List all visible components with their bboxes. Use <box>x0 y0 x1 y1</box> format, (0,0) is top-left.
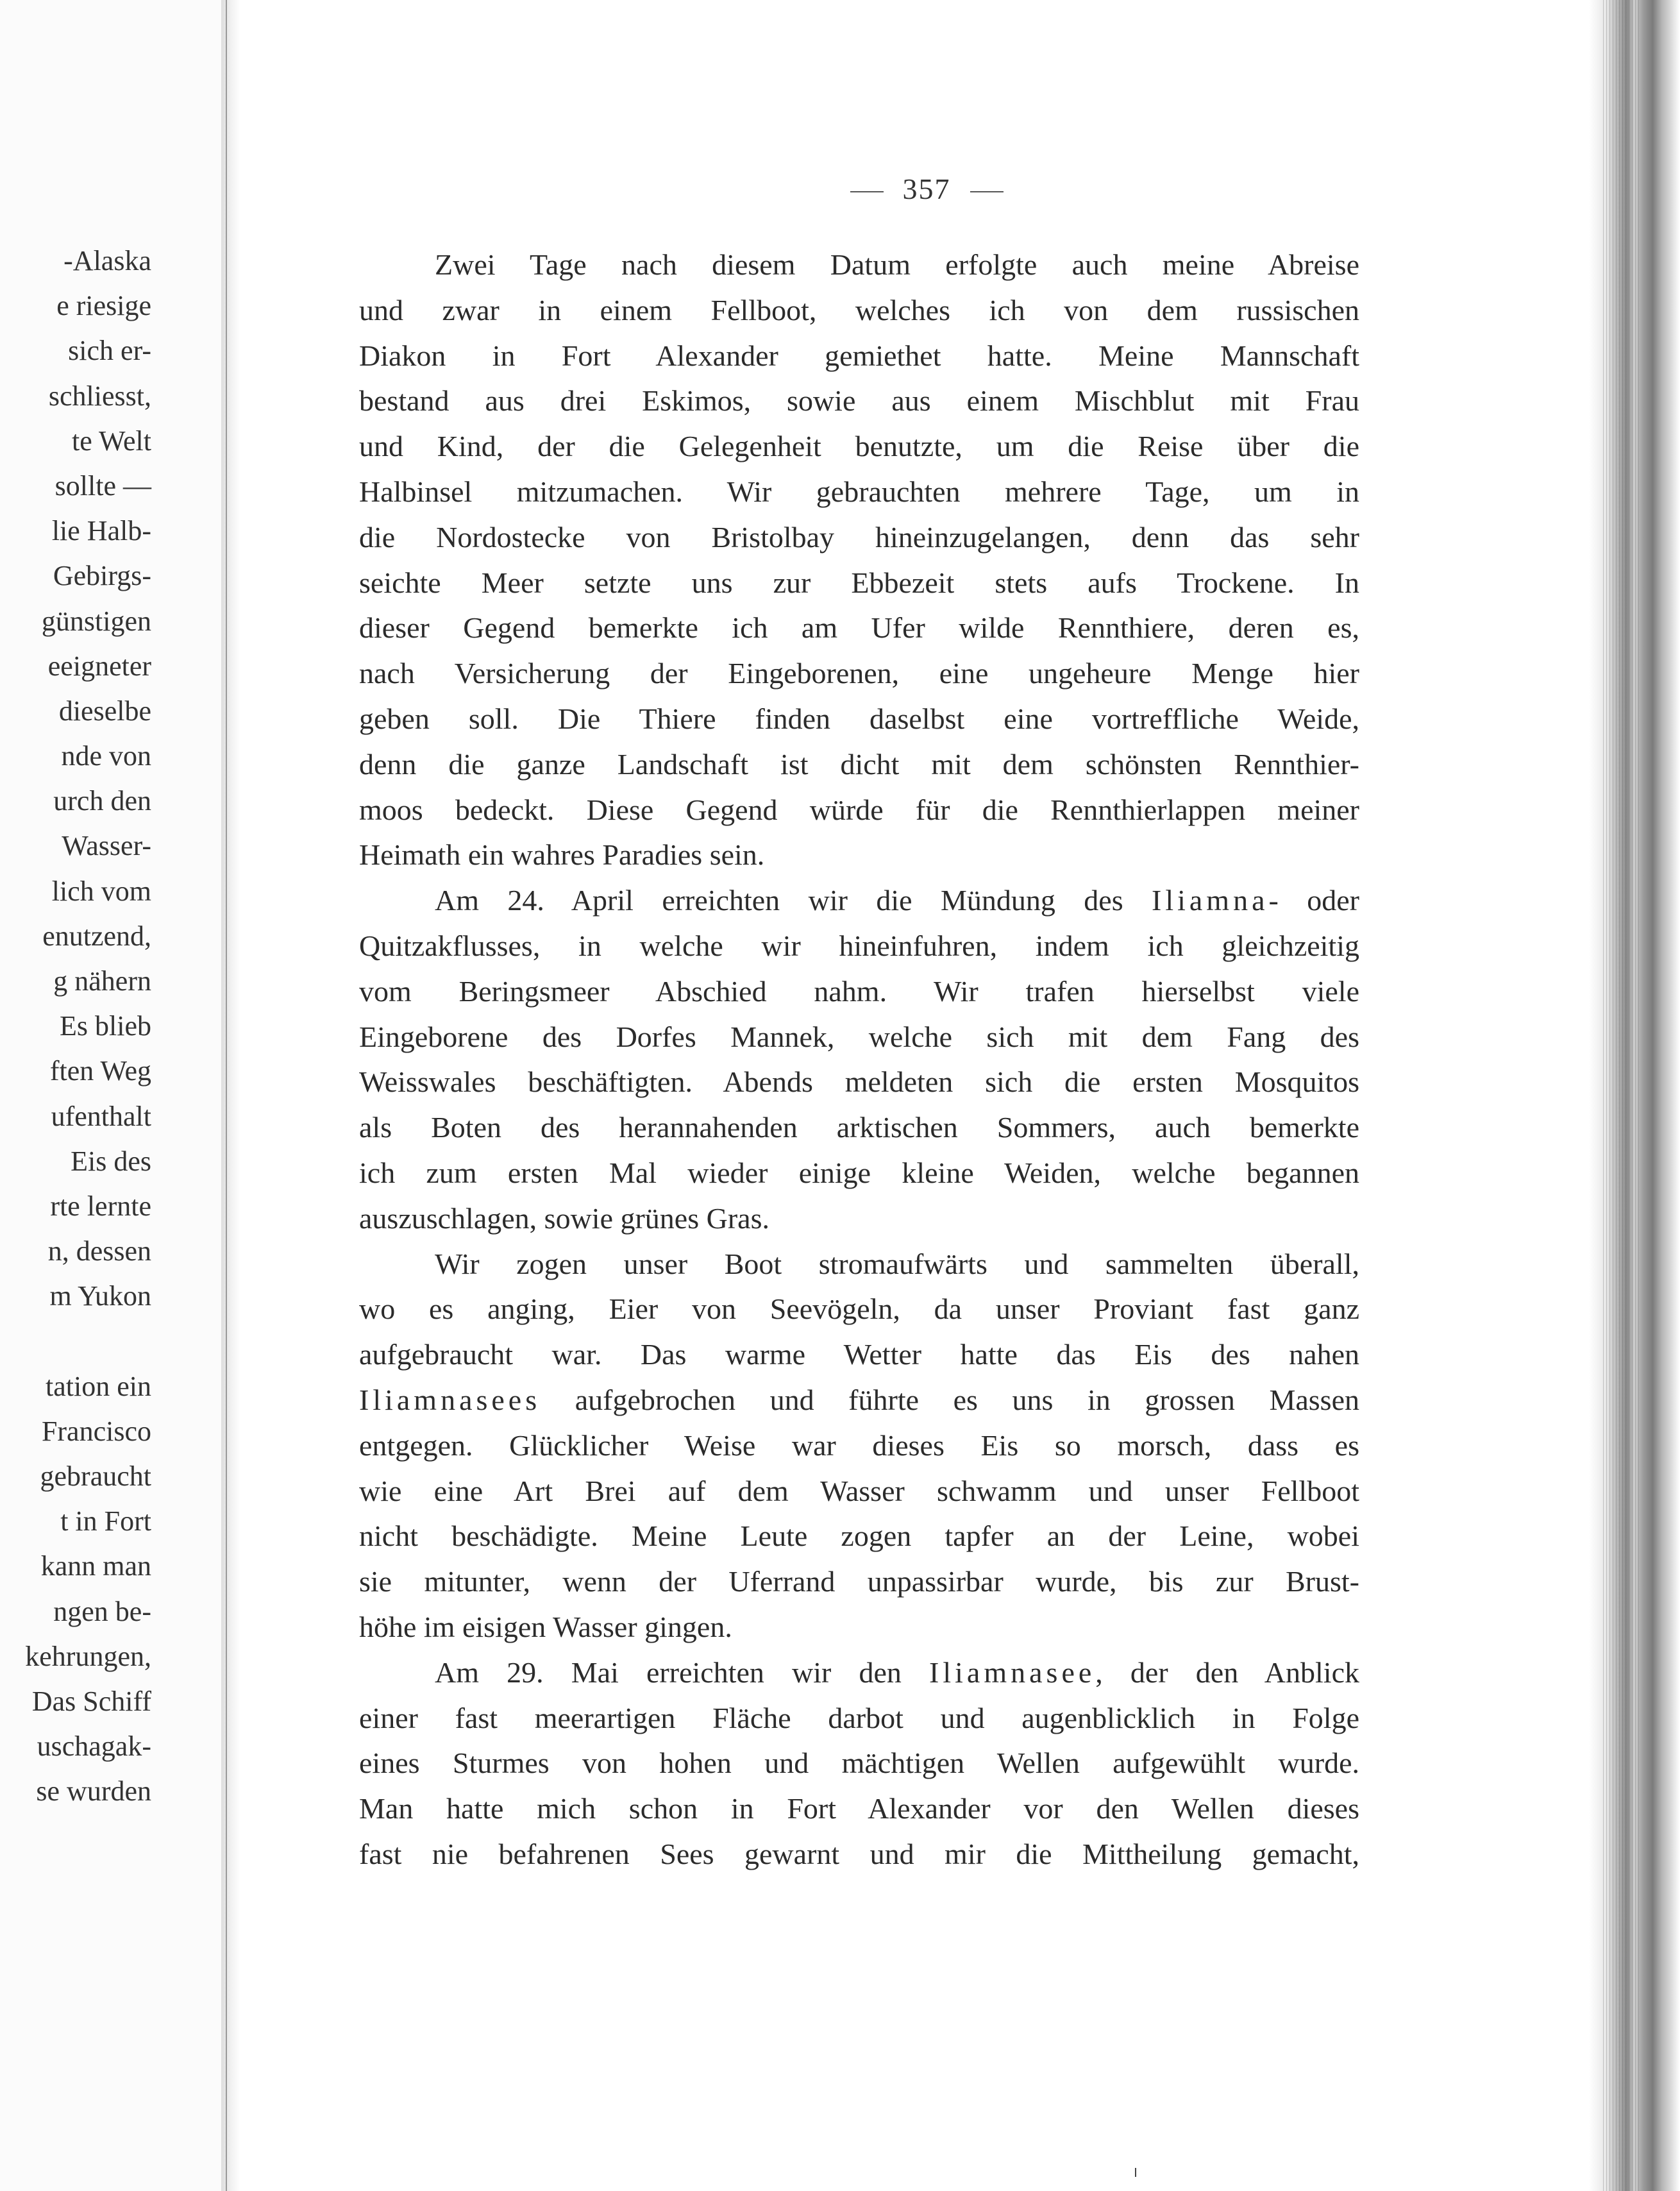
page-number-value: 357 <box>902 173 951 205</box>
left-page-line: ngen be- <box>53 1595 151 1627</box>
left-page-line: Das Schiff <box>31 1686 151 1717</box>
text-run: aufgebrochen und führte es uns in grossen Massen <box>541 1383 1359 1416</box>
gutter-shadow <box>221 0 240 2191</box>
paragraph-line <box>359 878 1359 924</box>
paragraph-line: höhe im eisigen Wasser gingen. <box>359 1610 732 1643</box>
paragraph-line: einer fast meerartigen Fläche darbot und augenblicklich in Folge <box>359 1701 1359 1734</box>
left-page-line: urch den <box>53 785 151 817</box>
left-page-line: n, dessen <box>47 1235 151 1267</box>
spaced-name-iliamna: Iliamna <box>1152 884 1269 917</box>
paragraph-line <box>359 1650 1359 1696</box>
text-run: Am 24. April erreichten wir die Mündung des <box>435 884 1152 917</box>
left-page-line: Eis des <box>71 1145 151 1177</box>
left-page-line: tation ein <box>46 1370 151 1402</box>
paragraph-line: moos bedeckt. Diese Gegend würde für die Rennthierlappen meiner <box>359 793 1359 826</box>
paragraph-line: Eingeborene des Dorfes Mannek, welche sich mit dem Fang des <box>359 1020 1359 1053</box>
page-number-dash-left <box>850 191 884 192</box>
paragraph-line: wie eine Art Brei auf dem Wasser schwamm und unser Fellboot <box>359 1474 1359 1507</box>
left-page-line: ufenthalt <box>51 1100 151 1132</box>
left-page-line: uschagak- <box>37 1730 151 1763</box>
paragraph-line: nicht beschädigte. Meine Leute zogen tapfer an der Leine, wobei <box>359 1519 1359 1553</box>
text-run: , der den Anblick <box>1095 1655 1360 1689</box>
fore-edge-page-lines <box>1603 0 1642 2191</box>
paragraph-line: entgegen. Glücklicher Weise war dieses Eis so morsch, dass es <box>359 1428 1359 1462</box>
left-page-line: kann man <box>40 1550 151 1582</box>
paragraph-line: vom Beringsmeer Abschied nahm. Wir trafen hierselbst viele <box>359 974 1359 1008</box>
left-page-line: gebraucht <box>40 1460 151 1493</box>
left-page-line: enutzend, <box>42 920 151 952</box>
paragraph-line: die Nordostecke von Bristolbay hineinzugelangen, denn das sehr <box>359 520 1359 554</box>
left-page-line: Es blieb <box>60 1010 151 1042</box>
paragraph-line: aufgebraucht war. Das warme Wetter hatte das Eis des nahen <box>359 1338 1359 1371</box>
left-facing-page <box>0 0 226 2191</box>
main-page <box>240 0 1587 2191</box>
left-page-line: nde von <box>61 740 151 772</box>
paragraph-line: denn die ganze Landschaft ist dicht mit dem schönsten Rennthier- <box>359 747 1359 781</box>
left-page-line: Wasser- <box>62 830 151 862</box>
left-page-line: te Welt <box>72 425 151 457</box>
left-page-line: rte lernte <box>50 1190 151 1222</box>
paragraph-line: nach Versicherung der Eingeborenen, eine ungeheure Menge hier <box>359 657 1359 690</box>
paragraph-line: und zwar in einem Fellboot, welches ich von dem russischen <box>359 293 1359 326</box>
spaced-name-iliamnasees: Iliamnasees <box>359 1383 541 1416</box>
left-page-line: schliesst, <box>48 380 151 412</box>
left-page-line: lie Halb- <box>51 515 151 547</box>
paragraph-line: seichte Meer setzte uns zur Ebbezeit stets aufs Trockene. In <box>359 566 1359 599</box>
left-page-line: kehrungen, <box>25 1640 151 1672</box>
paragraph-line: bestand aus drei Eskimos, sowie aus einem Mischblut mit Frau <box>359 384 1359 418</box>
paragraph-line: auszuschlagen, sowie grünes Gras. <box>359 1201 769 1235</box>
left-page-line: günstigen <box>41 605 151 637</box>
paragraph-line <box>359 1378 1359 1423</box>
paragraph-line: Wir zogen unser Boot stromaufwärts und sammelten überall, <box>435 1247 1359 1280</box>
scan-mark <box>1135 2168 1144 2177</box>
paragraph-line: Heimath ein wahres Paradies sein. <box>359 838 765 872</box>
left-page-line: g nähern <box>53 965 151 997</box>
paragraph-line: Diakon in Fort Alexander gemiethet hatte. Meine Mannschaft <box>359 339 1359 372</box>
left-page-line: se wurden <box>36 1775 151 1807</box>
left-page-line: m Yukon <box>49 1280 151 1312</box>
left-page-line: ften Weg <box>49 1055 151 1087</box>
paragraph-line: als Boten des herannahenden arktischen Sommers, auch bemerkte <box>359 1111 1359 1144</box>
left-page-line: sollte — <box>55 470 151 502</box>
text-run: Am 29. Mai erreichten wir den <box>435 1655 930 1689</box>
spaced-name-iliamnasee: Iliamnasee <box>929 1655 1096 1689</box>
left-page-line: e riesige <box>56 290 151 322</box>
left-page-line: -Alaska <box>63 245 151 276</box>
page-number <box>747 172 1106 206</box>
paragraph-line: Man hatte mich schon in Fort Alexander vor den Wellen dieses <box>359 1792 1359 1825</box>
page-number-dash-right <box>970 191 1004 192</box>
left-page-line: sich er- <box>68 335 151 367</box>
left-page-text <box>0 239 151 1815</box>
left-page-line: dieselbe <box>58 695 151 727</box>
paragraph-line: und Kind, der die Gelegenheit benutzte, um die Reise über die <box>359 430 1359 463</box>
paragraph-line: sie mitunter, wenn der Uferrand unpassirbar wurde, bis zur Brust- <box>359 1565 1359 1598</box>
left-page-line: Gebirgs- <box>53 560 151 592</box>
left-page-line <box>0 1319 151 1364</box>
text-run: - oder <box>1268 884 1359 917</box>
paragraph-line: Zwei Tage nach diesem Datum erfolgte auch meine Abreise <box>435 248 1359 281</box>
paragraph-line: Quitzakflusses, in welche wir hineinfuhren, indem ich gleichzeitig <box>359 929 1359 962</box>
paragraph-line: ich zum ersten Mal wieder einige kleine Weiden, welche begannen <box>359 1156 1359 1189</box>
left-page-edge <box>226 0 227 2191</box>
paragraph-line: geben soll. Die Thiere finden daselbst eine vortreffliche Weide, <box>359 702 1359 735</box>
paragraph-line: wo es anging, Eier von Seevögeln, da unser Proviant fast ganz <box>359 1292 1359 1326</box>
left-page-line: Francisco <box>41 1415 151 1447</box>
paragraph-line: Halbinsel mitzumachen. Wir gebrauchten mehrere Tage, um in <box>359 475 1359 508</box>
paragraph-line: eines Sturmes von hohen und mächtigen Wellen aufgewühlt wurde. <box>359 1747 1359 1780</box>
paragraph-line: Weisswales beschäftigten. Abends meldeten sich die ersten Mosquitos <box>359 1065 1359 1099</box>
left-page-line: eeigneter <box>47 650 151 682</box>
left-page-line: lich vom <box>51 875 151 907</box>
body-text <box>359 242 1359 1877</box>
paragraph-line: dieser Gegend bemerkte ich am Ufer wilde Rennthiere, deren es, <box>359 611 1359 645</box>
paragraph-line: fast nie befahrenen Sees gewarnt und mir die Mittheilung gemacht, <box>359 1837 1359 1870</box>
left-page-line: t in Fort <box>60 1505 151 1537</box>
